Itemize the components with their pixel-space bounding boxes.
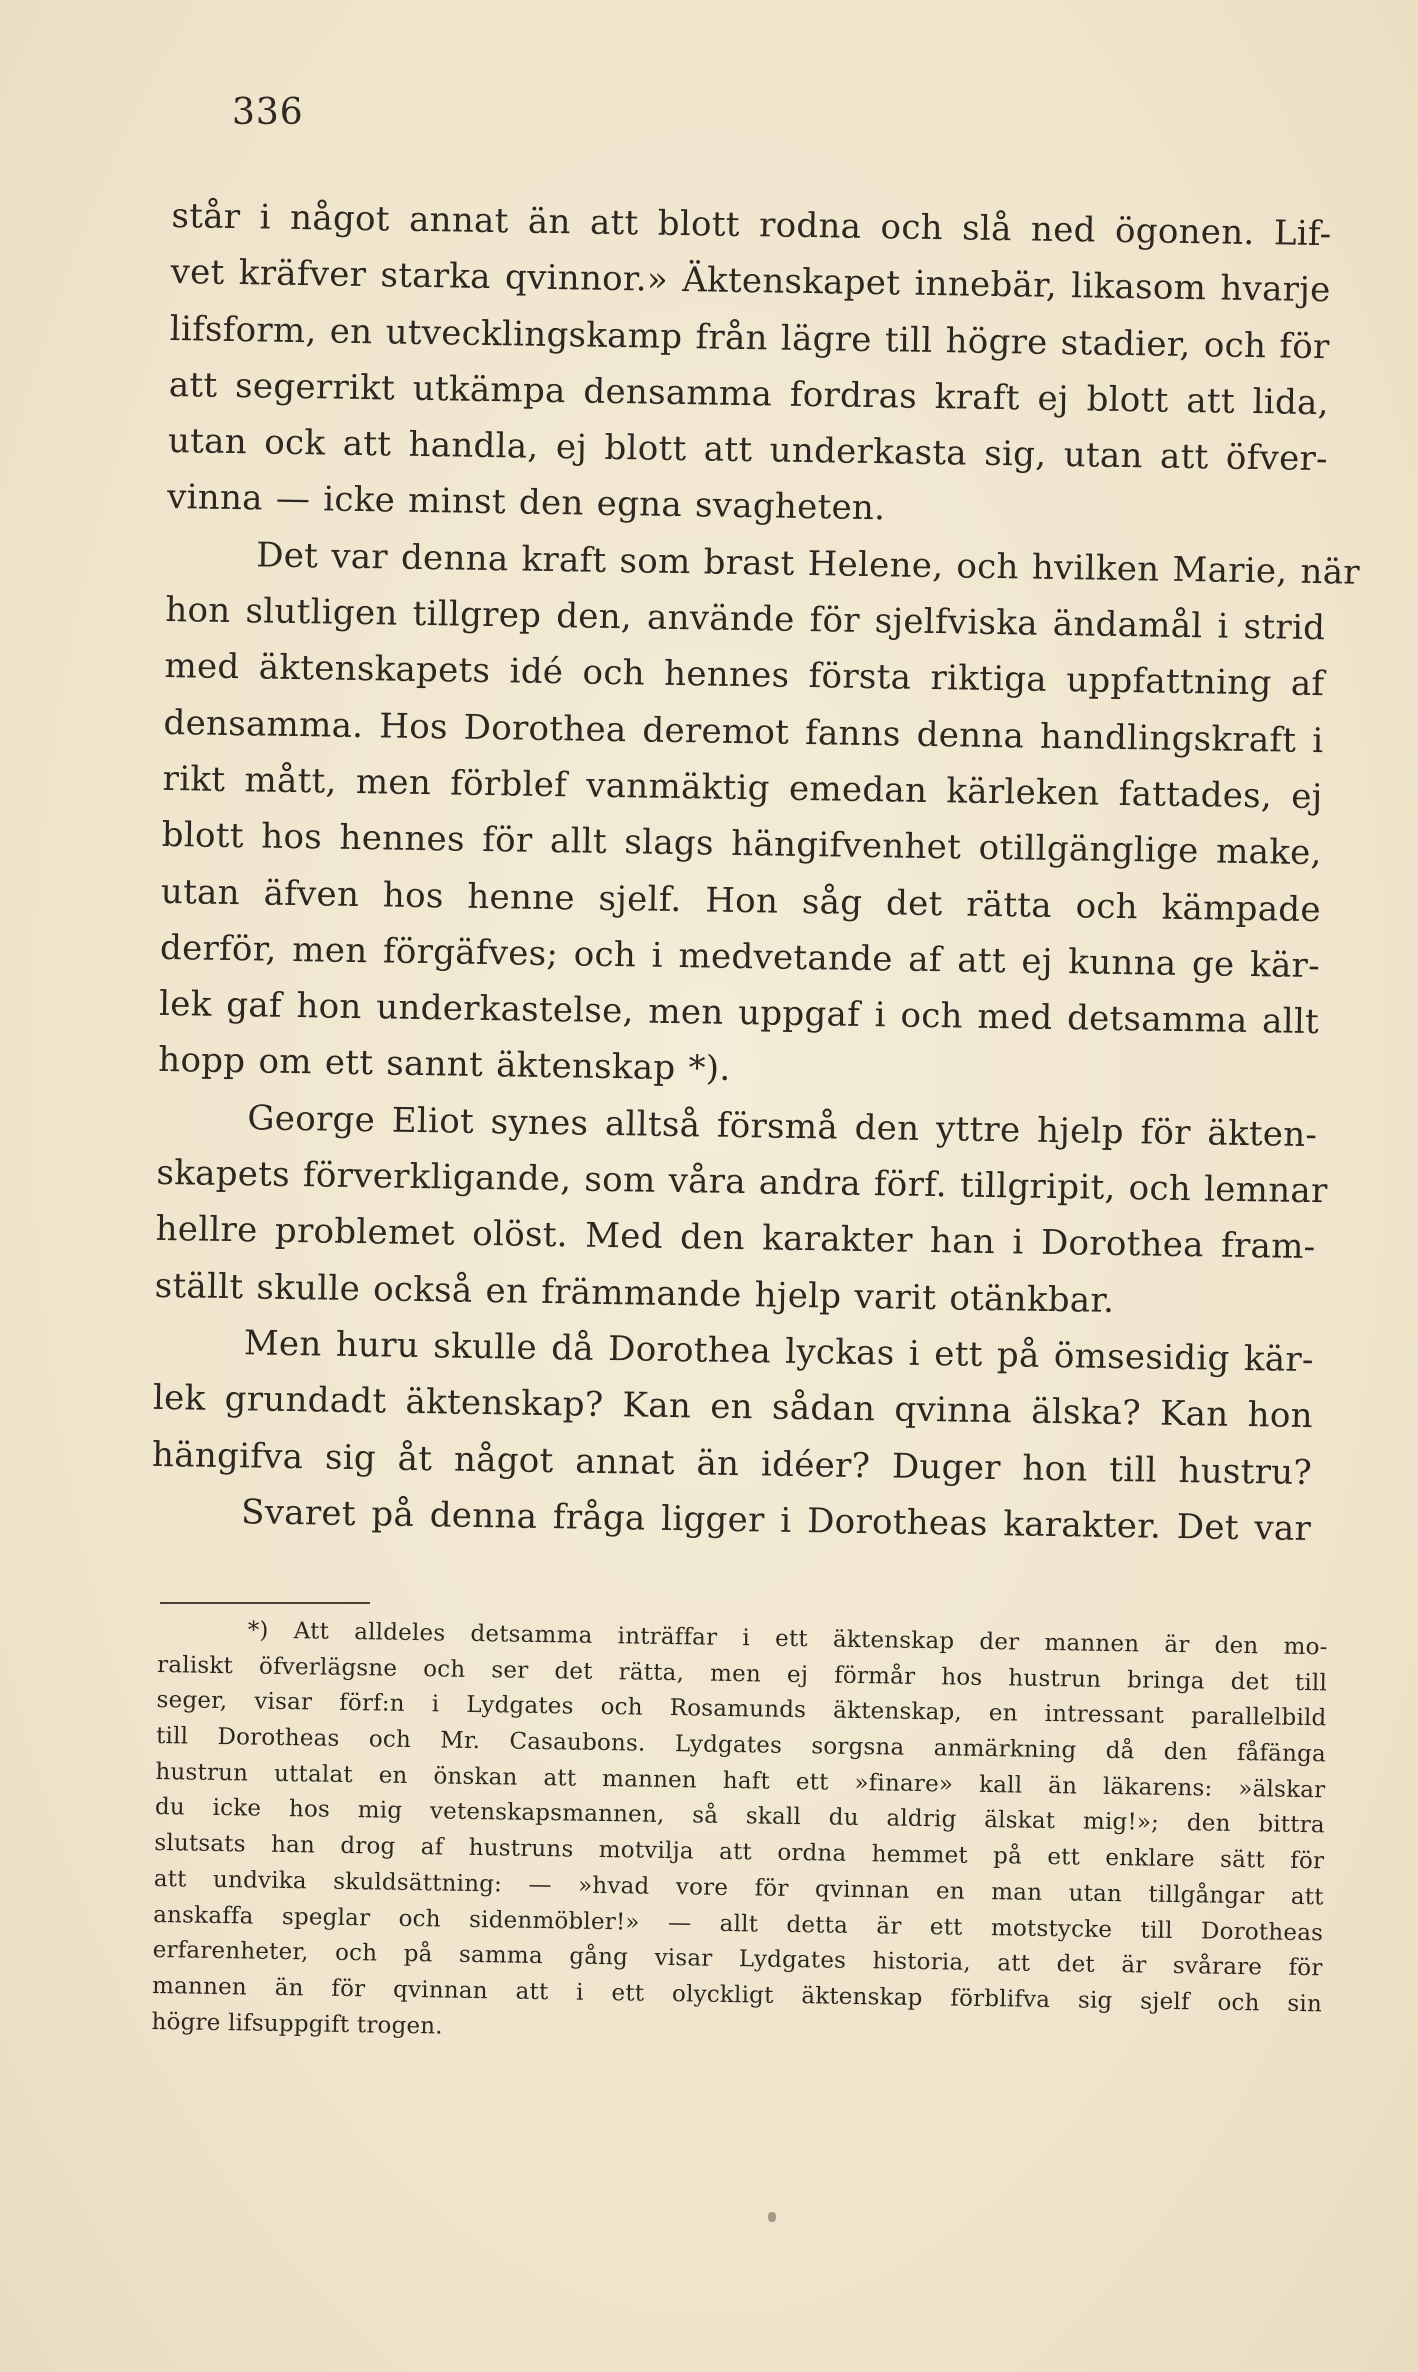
text-line: Det var denna kraft som brast Helene, och hvilken Marie, när	[255, 535, 1361, 593]
text-line: med äktenskapets idé och hennes första riktiga uppfattning af	[164, 646, 1325, 705]
text-line: att segerrikt utkämpa densamma fordras kraft ej blott att lida,	[168, 364, 1330, 424]
text-line: hängifva sig åt något annat än idéer? Duger hon till hustru?	[151, 1434, 1313, 1493]
footnote-line: till Dorotheas och Mr. Casaubons. Lydgates sorgsna anmärkning då den fåfänga	[155, 1723, 1327, 1768]
footnote-line: raliskt öfverlägsne och ser det rätta, men ej förmår hos hustrun bringa det till	[156, 1651, 1328, 1697]
text-line: hon slutligen tillgrep den, använde för sjelfviska ändamål i strid	[165, 590, 1326, 649]
text-line: derför, men förgäfves; och i medvetande af att ej kunna ge kär-	[159, 927, 1321, 986]
footnote-divider	[160, 1602, 370, 1604]
text-line: vet kräfver starka qvinnor.» Äktenskapet innebär, likasom hvarje	[170, 252, 1331, 311]
footnote-line: att undvika skuldsättning: — »hvad vore för qvinnan en man utan tillgångar att	[153, 1865, 1324, 1911]
text-line: Svaret på denna fråga ligger i Dorotheas karakter. Det var	[240, 1492, 1312, 1549]
footnote-line: slutsats han drog af hustruns motvilja att ordna hemmet på ett enklare sätt för	[154, 1830, 1325, 1875]
text-line: utan äfven hos henne sjelf. Hon såg det rätta och kämpade	[160, 871, 1322, 930]
text-line: lek grundadt äktenskap? Kan en sådan qvinna älska? Kan hon	[152, 1378, 1314, 1437]
text-line: densamma. Hos Dorothea deremot fanns denna handlingskraft i	[163, 702, 1324, 761]
text-line: George Eliot synes alltså försmå den yttre hjelp för äkten-	[247, 1098, 1318, 1155]
page-number: 336	[232, 92, 304, 133]
main-text	[151, 188, 1361, 1557]
text-line: Men huru skulle då Dorothea lyckas i ett på ömsesidig kär-	[243, 1323, 1315, 1381]
footnote-line: *) Att alldeles detsamma inträffar i ett äktenskap der mannen är den mo-	[247, 1617, 1328, 1661]
footnote-line: högre lifsuppgift trogen.	[151, 2008, 444, 2040]
footnote-line: erfarenheter, och på samma gång visar Lydgates historia, att det är svårare för	[152, 1937, 1323, 1982]
text-line: skapets förverkligande, som våra andra förf. tillgripit, och lemnar	[156, 1152, 1328, 1212]
footnote-line: hustrun uttalat en önskan att mannen haft ett »finare» kall än läkarens: »älskar	[155, 1758, 1326, 1804]
ink-speck	[768, 2212, 776, 2222]
text-line: lek gaf hon underkastelse, men uppgaf i och med detsamma allt	[158, 984, 1320, 1043]
text-line: rikt mått, men förblef vanmäktig emedan kärleken fattades, ej	[162, 758, 1323, 818]
text-line: utan ock att handla, ej blott att underkasta sig, utan att öfver-	[167, 421, 1329, 480]
footnote-line: anskaffa speglar och sidenmöbler!» — allt detta är ett motstycke till Dorotheas	[153, 1901, 1324, 1946]
text-line: blott hos hennes för allt slags hängifvenhet otillgänglige make,	[161, 815, 1323, 874]
footnote-line: seger, visar förf:n i Lydgates och Rosamunds äktenskap, en intressant parallelbild	[156, 1687, 1327, 1732]
text-line: hopp om ett sannt äktenskap *).	[157, 1040, 731, 1090]
footnote	[151, 1612, 1328, 2059]
footnote-line: mannen än för qvinnan att i ett olyckligt äktenskap förblifva sig sjelf och sin	[151, 1972, 1323, 2018]
text-line: vinna — icke minst den egna svagheten.	[166, 477, 886, 529]
text-line: ställt skulle också en främmande hjelp varit otänkbar.	[154, 1265, 1115, 1321]
footnote-line: du icke hos mig vetenskapsmannen, så skall du aldrig älskat mig!»; den bittra	[154, 1794, 1325, 1839]
text-line: står i något annat än att blott rodna och slå ned ögonen. Lif-	[171, 195, 1332, 255]
text-line: lifsform, en utvecklingskamp från lägre till högre stadier, och för	[169, 308, 1330, 367]
text-line: hellre problemet olöst. Med den karakter han i Dorothea fram-	[155, 1209, 1316, 1268]
